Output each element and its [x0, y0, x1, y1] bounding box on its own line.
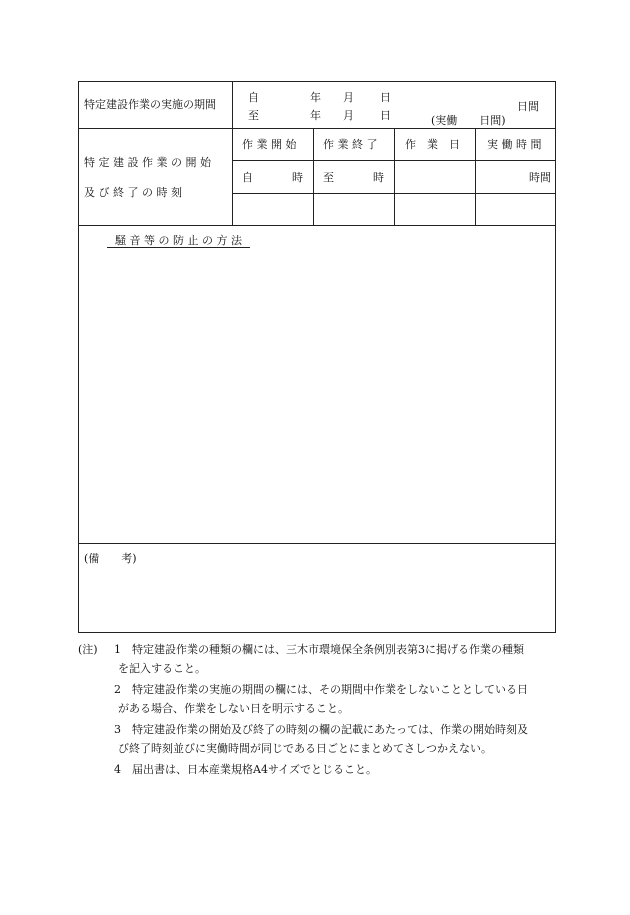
note-4-line1: 届出書は、日本産業規格A4サイズでとじること。: [132, 763, 378, 776]
period-label: 特定建設作業の実施の期間: [84, 98, 216, 111]
notes-prefix: (注): [78, 643, 98, 656]
col-divider-workday: [475, 128, 476, 225]
period-from-year: 年: [310, 91, 321, 104]
note-3-line2: び終了時刻並びに実働時間が同じである日ごとにまとめてさしつかえない。: [118, 742, 492, 755]
header-work-start: 作 業 開 始: [242, 138, 297, 151]
period-to-day: 日: [380, 109, 391, 122]
note-3-number: 3: [114, 723, 121, 736]
col-divider-start: [313, 128, 314, 225]
note-2-line2: がある場合、作業をしない日を明示すること。: [118, 702, 349, 715]
period-actual-days: (実働 日間): [431, 114, 506, 127]
notification-form-table: [78, 81, 556, 633]
note-4-number: 4: [114, 763, 121, 776]
period-to-month: 月: [343, 109, 354, 122]
period-to-label: 至: [248, 109, 259, 122]
end-hour-unit: 時: [373, 171, 384, 184]
row-divider-period: [79, 128, 555, 129]
row-divider-noise: [79, 543, 555, 544]
times-label-line2: 及 び 終 了 の 時 刻: [84, 186, 182, 199]
col-divider-label: [232, 82, 233, 225]
note-1-line2: を記入すること。: [118, 662, 206, 675]
period-from-day: 日: [380, 91, 391, 104]
period-to-year: 年: [310, 109, 321, 122]
remarks-label: (備 考): [84, 552, 137, 565]
note-2-line1: 特定建設作業の実施の期間の欄には、その期間中作業をしないこととしている日: [132, 683, 528, 696]
note-1-number: 1: [114, 643, 121, 656]
start-hour-unit: 時: [292, 171, 303, 184]
period-from-label: 自: [248, 91, 259, 104]
note-2-number: 2: [114, 683, 121, 696]
times-label-line1: 特 定 建 設 作 業 の 開 始: [84, 156, 211, 169]
start-from-label: 自: [242, 171, 253, 184]
header-work-day: 作 業 日: [405, 138, 460, 151]
note-1-line1: 特定建設作業の種類の欄には、三木市環境保全条例別表第3に掲げる作業の種類: [132, 643, 524, 656]
col-divider-end: [394, 128, 395, 225]
header-work-end: 作 業 終 了: [323, 138, 378, 151]
header-actual-hours: 実 働 時 間: [487, 138, 542, 151]
actual-hours-unit: 時間: [529, 171, 551, 184]
period-from-month: 月: [343, 91, 354, 104]
note-3-line1: 特定建設作業の開始及び終了の時刻の欄の記載にあたっては、作業の開始時刻及: [132, 723, 528, 736]
noise-prevention-title: 騒 音 等 の 防 止 の 方 法: [107, 234, 250, 248]
row-divider-times: [79, 225, 555, 226]
end-to-label: 至: [323, 171, 334, 184]
period-days-unit: 日間: [517, 100, 539, 113]
